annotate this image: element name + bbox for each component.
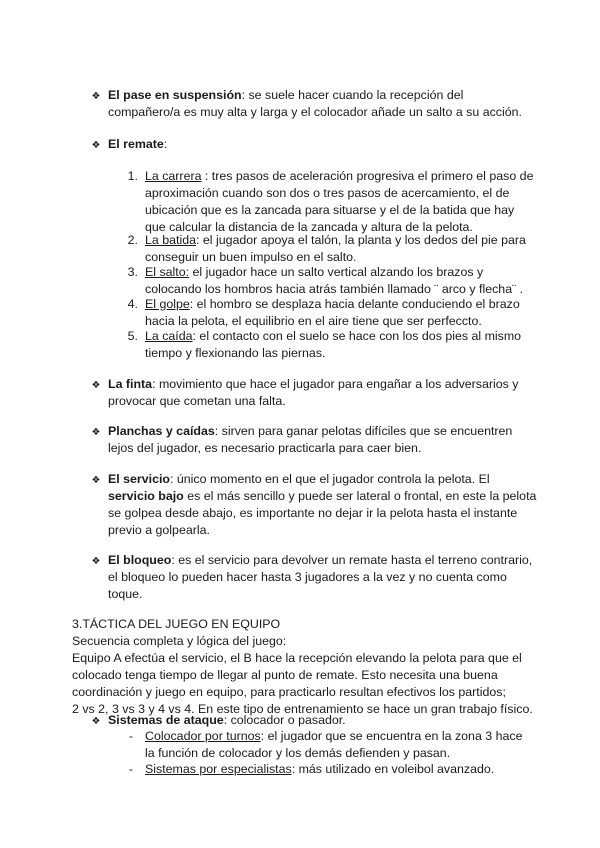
finta-line: : movimiento que hace el jugador para engañar a los adversarios y: [152, 377, 519, 391]
item-text: : el contacto con el suelo se hace con los dos pies al mismo: [192, 329, 522, 343]
dash-bullet-icon: -: [128, 729, 134, 743]
section-bloqueo: [108, 552, 532, 603]
sistemas-text: : colocador o pasador.: [223, 713, 346, 727]
remate-title: El remate: [108, 137, 164, 151]
item-line: la función de colocador y los demás defienden y pasan.: [145, 746, 451, 760]
tactica-line: Secuencia completa y lógica del juego:: [72, 634, 287, 648]
list-number: 3.: [127, 265, 138, 279]
remate-colon: :: [163, 137, 168, 151]
list-number: 4.: [127, 297, 138, 311]
section-pase: [108, 87, 522, 121]
planchas-line: : sirven para ganar pelotas difíciles que se encuentren: [214, 424, 513, 438]
list-item: [145, 728, 523, 762]
item-line: que calcular la distancia de la zancada y altura de la pelota.: [145, 220, 473, 234]
list-number: 1.: [127, 169, 138, 183]
servicio-line: es el más sencillo y puede ser lateral o frontal, en este la pelota: [183, 489, 537, 503]
item-term: Sistemas por especialistas: [145, 762, 292, 776]
section-tactica: [72, 616, 533, 718]
item-term: El salto:: [145, 265, 190, 279]
diamond-bullet-icon: ❖: [91, 91, 101, 102]
diamond-bullet-icon: ❖: [91, 380, 101, 391]
diamond-bullet-icon: ❖: [91, 140, 101, 151]
servicio-line: se golpea desde abajo, es importante no dejar ir la pelota hasta el instante: [108, 506, 518, 520]
finta-line: provocar que cometan una falta.: [108, 394, 286, 408]
section-servicio: [108, 471, 536, 539]
tactica-line: coordinación y juego en equipo, para practicarlo resultan efectivos los partidos;: [72, 685, 506, 699]
pase-line: compañero/a es muy alta y larga y el colocador añade un salto a su acción.: [108, 105, 522, 119]
item-line: ubicación que es la zancada para situarse y el de la batida que hay: [145, 203, 515, 217]
list-item: [145, 296, 520, 330]
list-item: [145, 232, 526, 266]
list-number: 2.: [127, 233, 138, 247]
pase-line: : se suele hacer cuando la recepción del: [241, 88, 464, 102]
list-item: [145, 761, 494, 778]
item-term: La batida: [145, 233, 196, 247]
planchas-line: lejos del jugador, es necesario practicarla para caer bien.: [108, 441, 422, 455]
item-line: conseguir un buen impulso en el salto.: [145, 250, 357, 264]
section-sistemas: [108, 712, 346, 729]
diamond-bullet-icon: ❖: [91, 556, 101, 567]
list-item: [145, 168, 533, 236]
item-line: aproximación cuando son dos o tres pasos de acercamiento, el de: [145, 186, 510, 200]
list-number: 5.: [127, 329, 138, 343]
section-planchas: [108, 423, 512, 457]
finta-title: La finta: [108, 377, 153, 391]
item-line: hacia la pelota, el equilibrio en el aire tiene que ser perfeccto.: [145, 314, 482, 328]
planchas-title: Planchas y caídas: [108, 424, 215, 438]
section-finta: [108, 376, 519, 410]
item-term: La caída: [145, 329, 193, 343]
tactica-line: colocado tenga tiempo de llegar al punto de remate. Esto necesita una buena: [72, 668, 498, 682]
diamond-bullet-icon: ❖: [91, 475, 101, 486]
item-line: colocando los hombros hacia atrás también llamado ¨ arco y flecha¨ .: [145, 282, 524, 296]
sistemas-title: Sistemas de ataque: [108, 713, 224, 727]
bloqueo-line: toque.: [108, 587, 143, 601]
tactica-heading: 3.TÁCTICA DEL JUEGO EN EQUIPO: [72, 617, 281, 631]
servicio-title: El servicio: [108, 472, 170, 486]
dash-bullet-icon: -: [128, 762, 134, 776]
diamond-bullet-icon: ❖: [91, 716, 101, 727]
bloqueo-line: : es el servicio para devolver un remate hasta el terreno contrario,: [171, 553, 533, 567]
item-term: El golpe: [145, 297, 190, 311]
servicio-bajo: servicio bajo: [108, 489, 184, 503]
item-term: La carrera: [145, 169, 202, 183]
item-text: : el hombro se desplaza hacia delante conduciendo el brazo: [189, 297, 520, 311]
list-item: [145, 264, 523, 298]
servicio-line: previo a golpearla.: [108, 523, 210, 537]
item-text: el jugador hace un salto vertical alzando los brazos y: [189, 265, 484, 279]
tactica-line: Equipo A efectúa el servicio, el B hace la recepción elevando la pelota para que el: [72, 651, 522, 665]
item-term: Colocador por turnos: [145, 729, 261, 743]
bloqueo-title: El bloqueo: [108, 553, 172, 567]
pase-title: El pase en suspensión: [108, 88, 242, 102]
section-remate: [108, 136, 167, 153]
item-text: : más utilizado en voleibol avanzado.: [291, 762, 495, 776]
list-item: [145, 328, 521, 362]
item-text: : el jugador apoya el talón, la planta y los dedos del pie para: [195, 233, 526, 247]
diamond-bullet-icon: ❖: [91, 427, 101, 438]
tactica-line: 2 vs 2, 3 vs 3 y 4 vs 4. En este tipo de entrenamiento se hace un gran trabajo físico.: [72, 702, 533, 716]
servicio-line: : único momento en el que el jugador controla la pelota. El: [170, 472, 490, 486]
item-text: : tres pasos de aceleración progresiva el primero el paso de: [201, 169, 534, 183]
bloqueo-line: el bloqueo lo pueden hacer hasta 3 jugadores a la vez y no cuenta como: [108, 570, 507, 584]
item-text: : el jugador que se encuentra en la zona 3 hace: [260, 729, 523, 743]
item-line: tiempo y flexionando las piernas.: [145, 346, 326, 360]
